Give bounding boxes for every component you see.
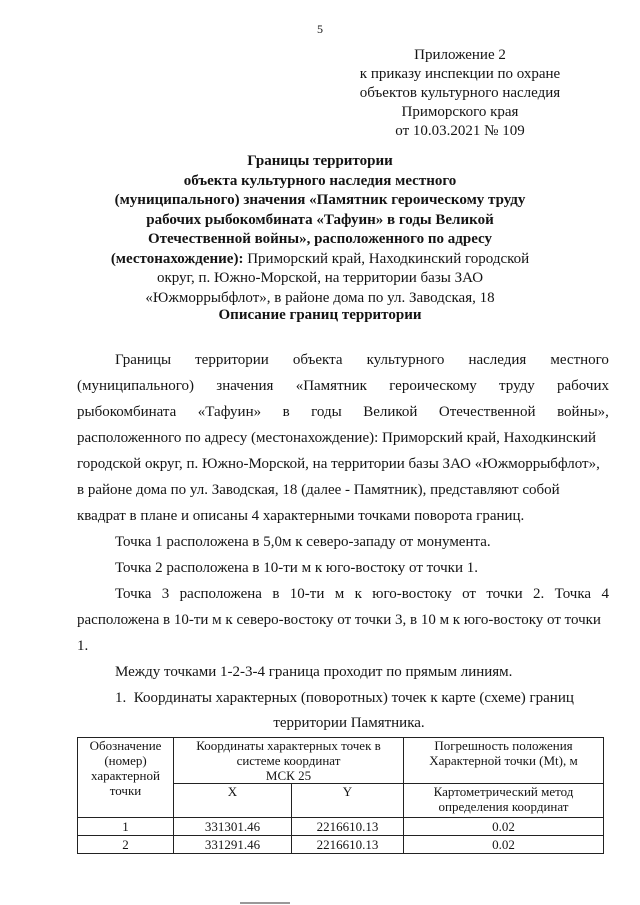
paragraph-line <box>77 378 609 395</box>
word: объекта <box>292 352 343 368</box>
appendix-line: к приказу инспекции по охране <box>359 66 561 82</box>
word: героическому <box>389 378 477 394</box>
header-text: Обозначение <box>89 738 162 753</box>
document-heading <box>70 152 570 308</box>
word: в <box>272 586 280 602</box>
header-text: системе координат <box>236 753 341 768</box>
word: Отечественной <box>438 404 536 420</box>
cell-x: 331291.46 <box>174 836 292 854</box>
word: Границы <box>115 352 172 368</box>
word: м <box>334 586 345 602</box>
word: от <box>462 586 476 602</box>
appendix-line: объектов культурного наследия <box>359 85 561 101</box>
word: войны», <box>557 404 609 420</box>
word: рабочих <box>557 378 609 394</box>
heading-line: объекта культурного наследия местного <box>183 172 457 189</box>
paragraph-line: расположена в 10-ти м к северо-востоку от точки 3, в 10 м к юго-востоку от точки <box>77 612 601 628</box>
paragraph-line: квадрат в плане и описаны 4 характерными точками поворота границ. <box>77 508 525 524</box>
table-row <box>78 818 604 836</box>
cell-error: 0.02 <box>404 836 604 854</box>
address-label: (местонахождение): <box>110 250 244 267</box>
word: (муниципального) <box>77 378 195 394</box>
appendix-line: Приложение 2 <box>414 47 506 63</box>
scan-artifact-divider <box>240 902 290 904</box>
address-text: Приморский край, Находкинский городской <box>243 250 530 267</box>
table-header-row <box>78 738 604 784</box>
word: Точка <box>115 586 152 602</box>
word: Великой <box>363 404 418 420</box>
word: расположена <box>179 586 262 602</box>
paragraph-line: городской округ, п. Южно-Морской, на территории базы ЗАО «Южморрыбфлот», <box>77 456 600 472</box>
paragraph-line <box>77 404 609 421</box>
word: значения <box>216 378 274 394</box>
heading-address-line: «Южморрыбфлот», в районе дома по ул. Заводская, 18 <box>145 289 495 306</box>
word: юго-востоку <box>372 586 452 602</box>
header-text: Погрешность положения <box>434 738 573 753</box>
appendix-line: Приморского края <box>401 104 519 120</box>
paragraph-line: в районе дома по ул. Заводская, 18 (далее - Памятник), представляют собой <box>77 482 560 498</box>
header-error <box>404 738 604 784</box>
header-text: Координаты характерных точек в <box>196 738 381 753</box>
heading-address-line: округ, п. Южно-Морской, на территории базы ЗАО <box>156 270 484 286</box>
header-text: характерной <box>91 768 160 783</box>
word: в <box>282 404 290 420</box>
cell-y: 2216610.13 <box>292 818 404 836</box>
cell-point: 2 <box>78 836 174 854</box>
paragraph-line <box>115 586 609 603</box>
header-text: Картометрический метод <box>433 784 574 799</box>
list-text: Координаты характерных (поворотных) точек к карте (схеме) границ <box>133 690 574 706</box>
word: труду <box>499 378 535 394</box>
word: рыбокомбината <box>77 404 177 420</box>
paragraph-line: 1. <box>77 638 89 654</box>
point-1-description: Точка 1 расположена в 5,0м к северо-западу от монумента. <box>115 534 491 550</box>
point-2-description: Точка 2 расположена в 10-ти м к юго-востоку от точки 1. <box>115 560 478 576</box>
word: культурного <box>366 352 445 368</box>
header-coordinates <box>174 738 404 784</box>
subheader-method <box>404 784 604 818</box>
heading-line: Отечественной войны», расположенного по адресу <box>148 231 492 247</box>
header-text: Характерной точки (Mt), м <box>429 753 578 768</box>
list-item-1 <box>115 690 640 707</box>
header-text: точки <box>109 783 142 798</box>
list-number: 1. <box>115 690 127 706</box>
heading-address-line <box>70 250 570 270</box>
word: 3 <box>161 586 170 602</box>
subheader-y: Y <box>292 784 404 818</box>
word: местного <box>550 352 609 368</box>
word: Точка <box>554 586 592 602</box>
header-text: (номер) <box>104 753 147 768</box>
header-text: определения координат <box>438 799 569 814</box>
cell-x: 331301.46 <box>174 818 292 836</box>
coordinates-table <box>77 737 604 854</box>
heading-line: рабочих рыбокомбината «Тафуин» в годы Великой <box>146 211 494 228</box>
word: 4 <box>601 586 609 602</box>
subheader-x: X <box>174 784 292 818</box>
appendix-block <box>340 46 580 141</box>
description-title: Описание границ территории <box>218 307 422 323</box>
heading-line: Границы территории <box>247 153 393 169</box>
word: 2. <box>533 586 545 602</box>
boundary-lines-note: Между точками 1-2-3-4 граница проходит по прямым линиям. <box>115 664 513 680</box>
page-number: 5 <box>317 22 323 36</box>
cell-error: 0.02 <box>404 818 604 836</box>
table-row <box>78 836 604 854</box>
appendix-line: от 10.03.2021 № 109 <box>395 123 525 139</box>
word: к <box>354 586 362 602</box>
cell-point: 1 <box>78 818 174 836</box>
word: «Тафуин» <box>197 404 262 420</box>
word: территории <box>195 352 269 368</box>
word: наследия <box>468 352 527 368</box>
table-title: территории Памятника. <box>273 715 425 731</box>
paragraph-line <box>115 352 609 369</box>
heading-line: (муниципального) значения «Памятник героическому труду <box>114 192 526 208</box>
word: точки <box>486 586 523 602</box>
paragraph-line: расположенного по адресу (местонахождение): Приморский край, Находкинский <box>77 430 597 446</box>
cell-y: 2216610.13 <box>292 836 404 854</box>
header-text: МСК 25 <box>265 768 312 783</box>
word: годы <box>311 404 342 420</box>
word: 10-ти <box>289 586 325 602</box>
header-designation <box>78 738 174 818</box>
word: «Памятник <box>295 378 367 394</box>
